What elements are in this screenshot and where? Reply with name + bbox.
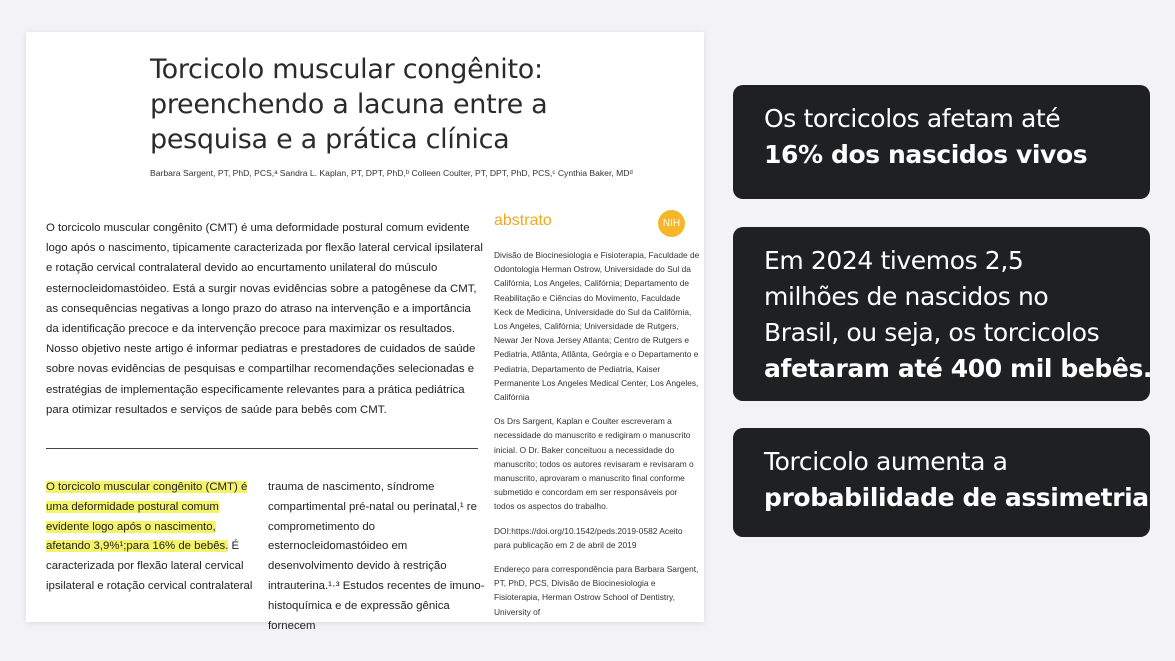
address-text: Endereço para correspondência para Barbara Sargent, PT, PhD, PCS, Divisão de Biocinesiologia e Fisioterapia, Herman Ostrow School of Dentistry, University of [494,564,699,617]
fact-card-text: milhões de nascidos no [764,282,1049,311]
article-page [26,32,704,632]
nih-badge: NIH [658,210,685,237]
side-column [494,248,700,629]
fact-card-text: Os torcicolos afetam até [764,104,1061,133]
fact-card-text: Em 2024 tivemos 2,5 [764,246,1024,275]
body-column-2: trauma de nascimento, síndrome compartimental pré-natal ou perinatal,¹ re comprometimento do esternocleidomastóideo em desenvolvimento devido à restrição intrauterina.¹·³ Estudos recentes de imuno-histoquímica e de expressão gênica fornecem [268,481,485,632]
abstract-paragraph: O torcicolo muscular congênito (CMT) é uma deformidade postural comum evidente logo após o nascimento, tipicamente caracterizada por flexão lateral cervical ipsilateral e rotação cervical contralateral devido ao encurtamento unilateral do músculo esternocleidomastóideo. Está a surgir novas evidências sobre a patogênese da CMT, as consequências negativas a longo prazo do atraso na intervenção e a importância da identificação precoce e da intervenção precoce para maximizar os resultados. Nosso objetivo neste artigo é informar pediatras e prestadores de cuidados de saúde sobre novas evidências de pesquisas e compartilhar recomendações selecionadas e estratégias de implementação especificamente relevantes para a prática pediátrica para otimizar resultados e serviços de saúde para bebês com CMT. [46,222,483,416]
body-column-1 [46,478,258,597]
fact-card-emphasis: afetaram até 400 mil bebês. [764,354,1153,383]
article-authors: Barbara Sargent, PT, PhD, PCS,ᵃ Sandra L. Kaplan, PT, DPT, PhD,ᵇ Colleen Coulter, PT, DPT, PhD, PCS,ᶜ Cynthia Baker, MDᵈ [150,168,633,178]
fact-card-text: Brasil, ou seja, os torcicolos [764,318,1100,347]
doi-text: DOI:https://doi.org/10.1542/peds.2019-0582 Aceito para publicação em 2 de abril de 2019 [494,525,683,550]
section-divider [46,448,478,449]
contributions-text: Os Drs Sargent, Kaplan e Coulter escreveram a necessidade do manuscrito e redigiram o manuscrito inicial. O Dr. Baker conceituou a necessidade do manuscrito; todos os autores revisaram e revisaram o manuscrito, aprovaram o manuscrito final conforme submetido e concordam em ser responsáveis por todos os aspectos do trabalho. [494,416,694,512]
affiliations-text: Divisão de Biocinesiologia e Fisioterapia, Faculdade de Odontologia Herman Ostrow, Universidade do Sul da Califórnia, Los Angeles, Califórnia; Departamento de Reabilitação e Ciências do Movimento, Faculdade Keck de Medicina, Universidade do Sul da Califórnia, Los Angeles, Califórnia; Universidade de Rutgers, Newar Jer Nova Jersey Atlanta; Centro de Rutgers e Pediatria, Atlânta, Atlânta, Geórgia e o Departamento e Pediatria, Departamento de Pediatria, Kaiser Permanente Los Angeles Medical Center, Los Angeles, Califórnia [494,250,700,403]
fact-card-emphasis: probabilidade de assimetria [764,483,1149,512]
highlighted-text: O torcicolo muscular congênito (CMT) é uma deformidade postural comum evidente logo após o nascimento, afetando 3,9%¹;para 16% de bebês. [46,481,248,553]
fact-card-text: Torcicolo aumenta a [764,447,1008,476]
body-column-1-text: É caracterizada por flexão lateral cervical ipsilateral e rotação cervical contralateral [46,540,253,592]
title-line-1: Torcicolo muscular congênito: [150,54,543,85]
title-line-3: pesquisa e a prática clínica [150,124,510,155]
title-line-2: preenchendo a lacuna entre a [150,89,548,120]
article-title [150,52,670,157]
abstract-heading: abstrato [494,212,552,229]
fact-card-emphasis: 16% dos nascidos vivos [764,140,1088,169]
fact-card-asymmetry [733,428,1150,537]
fact-card-prevalence [733,85,1150,199]
fact-card-births [733,227,1153,401]
